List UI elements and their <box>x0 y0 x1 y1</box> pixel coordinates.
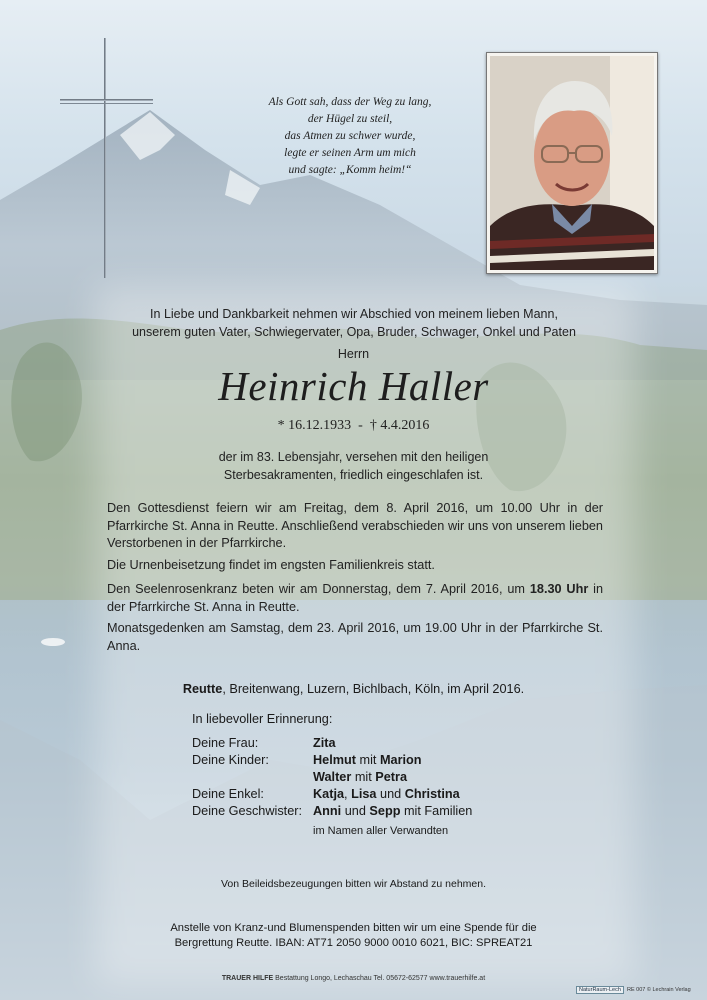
poem-line: das Atmen zu schwer wurde, <box>284 130 416 142</box>
poem-line: Als Gott sah, dass der Weg zu lang, <box>268 96 432 108</box>
family-name: Anni <box>313 804 342 818</box>
publisher-code: RE 007 © Lechrain Verlag <box>627 987 691 993</box>
family-label: Deine Kinder: <box>192 753 269 767</box>
poem-line: und sagte: „Komm heim!“ <box>288 164 412 176</box>
cross-beam <box>60 99 153 101</box>
date-separator: - <box>358 418 363 433</box>
donation-line: Anstelle von Kranz-und Blumenspenden bitten wir um eine Spende für die <box>170 922 537 934</box>
family-name: Marion <box>379 753 422 767</box>
remembrance-heading: In liebevoller Erinnerung: <box>192 712 333 726</box>
passing-text <box>140 448 567 484</box>
death-date: † 4.4.2016 <box>369 418 430 433</box>
memorial-paragraph: Monatsgedenken am Samstag, dem 23. April 2016, um 19.00 Uhr in der Pfarrkirche St. Anna. <box>107 621 603 653</box>
portrait-photo <box>486 52 658 274</box>
family-name: Lisa <box>351 787 377 801</box>
family-label: Deine Frau: <box>192 736 259 750</box>
donation-note <box>0 921 707 951</box>
portrait-image <box>490 56 654 270</box>
rosary-time: 18.30 Uhr <box>529 582 589 596</box>
deceased-name: Heinrich Haller <box>218 363 489 409</box>
family-connector: mit Familien <box>400 804 473 818</box>
salutation: Herrn <box>337 347 370 361</box>
footer-contact: Bestattung Longo, Lechaschau Tel. 05672-62577 www.trauerhilfe.at <box>273 975 486 982</box>
family-connector: mit <box>351 770 376 784</box>
family-row <box>192 769 472 786</box>
family-label: Deine Enkel: <box>192 787 264 801</box>
rosary-text: Den Seelenrosenkranz beten wir am Donnerstag, dem 7. April 2016, um <box>107 582 530 596</box>
family-row <box>192 752 472 769</box>
family-list <box>192 735 472 840</box>
intro-text <box>80 305 628 341</box>
family-label-empty <box>192 823 313 840</box>
rosary-text-end: in der Pfarrkirche St. Anna in Reutte. <box>107 582 603 614</box>
urn-paragraph: Die Urnenbeisetzung findet im engsten Familienkreis statt. <box>107 558 435 572</box>
family-connector: und <box>376 787 405 801</box>
cross-icon <box>104 38 106 278</box>
place-main: Reutte <box>182 682 223 696</box>
poem-line: legte er seinen Arm um mich <box>284 147 416 159</box>
family-name: Walter <box>313 770 352 784</box>
poem <box>240 94 460 179</box>
rosary-paragraph <box>107 581 603 616</box>
condolence-note: Von Beileidsbezeugungen bitten wir Abstand zu nehmen. <box>220 878 487 890</box>
family-connector: mit <box>356 753 380 767</box>
intro-line: In Liebe und Dankbarkeit nehmen wir Abschied von meinem lieben Mann, <box>150 307 558 321</box>
passing-line: Sterbesakramenten, friedlich eingeschlafen ist. <box>223 468 484 482</box>
naturraum-badge: NaturRaum-Lech <box>576 986 624 994</box>
cross-beam-shadow <box>60 103 153 104</box>
family-row <box>192 803 472 820</box>
place-rest: , Breitenwang, Luzern, Bichlbach, Köln, im April 2016. <box>222 682 525 696</box>
donation-line: Bergrettung Reutte. IBAN: AT71 2050 9000 0010 6021, BIC: SPREAT21 <box>174 937 533 949</box>
footer-imprint <box>0 975 707 982</box>
family-name: Katja <box>313 787 345 801</box>
family-name: Petra <box>375 770 408 784</box>
footer-brand: TRAUER HILFE <box>221 975 274 982</box>
life-dates <box>0 418 707 434</box>
family-row <box>192 786 472 803</box>
family-connector: , <box>344 787 352 801</box>
family-label: Deine Geschwister: <box>192 804 302 818</box>
relatives-note: im Namen aller Verwandten <box>313 825 449 837</box>
poem-line: der Hügel zu steil, <box>307 113 393 125</box>
intro-line: unserem guten Vater, Schwiegervater, Opa, Bruder, Schwager, Onkel und Paten <box>132 325 576 339</box>
family-row <box>192 823 472 840</box>
family-name: Christina <box>404 787 460 801</box>
family-name: Sepp <box>369 804 401 818</box>
family-name: Zita <box>313 736 336 750</box>
family-label-empty <box>192 769 313 786</box>
passing-line: der im 83. Lebensjahr, versehen mit den heiligen <box>218 450 489 464</box>
service-paragraph: Den Gottesdienst feiern wir am Freitag, dem 8. April 2016, um 10.00 Uhr in der Pfarrkirche St. Anna in Reutte. Anschließend verabschieden wir uns von unserem lieben Verstorbenen in der Pfarrkirche. <box>107 501 603 550</box>
birth-date: * 16.12.1933 <box>277 418 352 433</box>
place-line <box>0 682 707 696</box>
family-name: Helmut <box>313 753 356 767</box>
family-row <box>192 735 472 752</box>
family-connector: und <box>341 804 370 818</box>
